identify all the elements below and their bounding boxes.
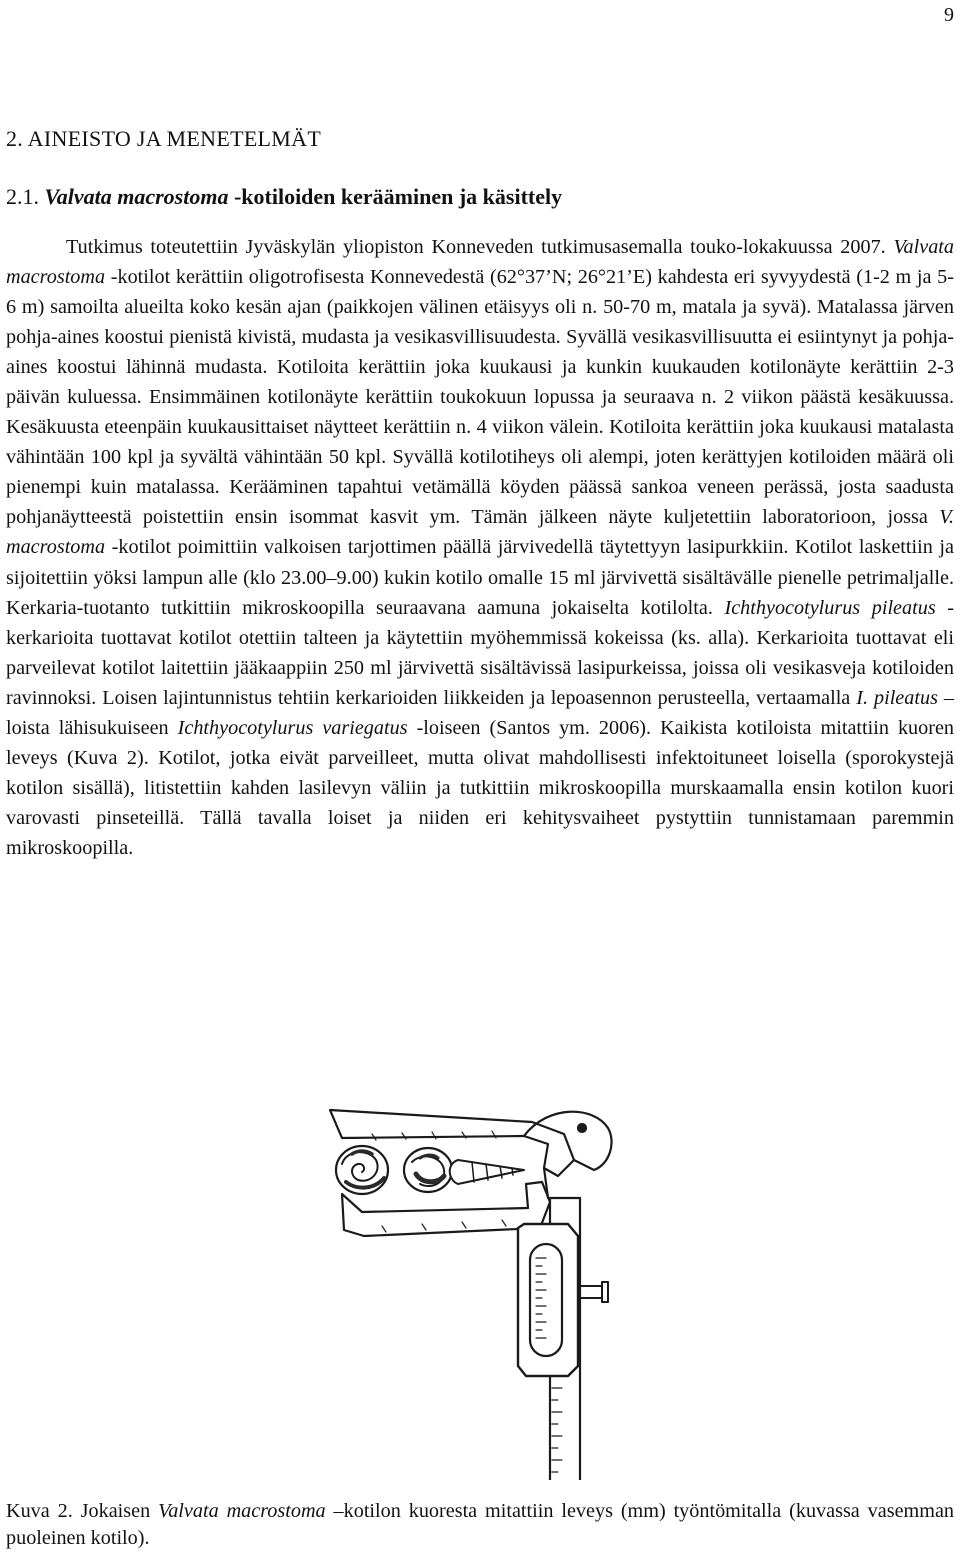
subsection-number: 2.1. — [6, 184, 39, 209]
species-name: Ichthyocotylurus pileatus — [724, 596, 936, 619]
subsection-species: Valvata macrostoma — [44, 184, 229, 209]
caliper-with-snail-drawing-icon — [312, 1098, 642, 1480]
caption-text: –kotilon kuoresta mitattiin leveys (mm) työntömitalla (kuvassa vasemman puoleinen kotilo). — [6, 1500, 955, 1549]
paragraph-text: Tutkimus toteutettiin Jyväskylän yliopiston Konneveden tutkimusasemalla touko-lokakuussa 2007. — [66, 236, 894, 258]
subsection-heading — [6, 184, 562, 210]
caption-text: Kuva 2. Jokaisen — [6, 1500, 159, 1522]
page-number: 9 — [944, 4, 954, 26]
species-name: Ichthyocotylurus variegatus — [177, 716, 408, 739]
paragraph-text: -loiseen (Santos ym. 2006). Kaikista kotiloista mitattiin kuoren leveys (Kuva 2). Kotilot, jotka eivät parveilleet, mutta olivat mahdollisesti infektoituneet loisella (sporokystejä kotilon sisällä), litistettiin kahden lasilevyn väliin ja tutkittiin mikroskoopilla murskaamalla ensin kotilon kuori varovasti pinseteillä. Tällä tavalla loiset ja niiden eri kehitysvaiheet pystyttiin tunnistamaan paremmin mikroskoopilla. — [6, 716, 955, 859]
body-paragraph — [6, 232, 954, 863]
subsection-title: -kotiloiden kerääminen ja käsittely — [228, 184, 563, 209]
caliper-figure — [312, 1098, 642, 1480]
section-heading: 2. AINEISTO JA MENETELMÄT — [6, 126, 322, 151]
caption-species: Valvata macrostoma — [158, 1500, 326, 1522]
species-name: V. macrostoma — [6, 506, 954, 559]
species-name: I. pileatus — [856, 686, 938, 709]
paragraph-text: -kerkarioita tuottavat kotilot otettiin talteen ja käytettiin myöhemmissä kokeissa (ks. alla). Kerkarioita tuottavat eli parveilevat kotilot laitettiin jääkaappiin 250 ml järvivettä sisältävissä lasipurkeissa, joissa oli vesikasveja kotiloiden ravinnoksi. Loisen lajintunnistus tehtiin kerkarioiden liikkeiden ja lepoasennon perusteella, vertaamalla — [6, 596, 954, 709]
species-name: Valvata macrostoma — [6, 236, 954, 289]
paragraph-text: -kotilot poimittiin valkoisen tarjottimen päällä järvivedellä täytettyyn lasipurkkiin. Kotilot laskettiin ja sijoitettiin yöksi lampun alle (klo 23.00–9.00) kukin kotilo omalle 15 ml järvivettä sisältävälle pienelle petrimaljalle. Kerkaria-tuotanto tutkittiin mikroskoopilla seuraavana aamuna jokaiselta kotilolta. — [6, 536, 954, 619]
paragraph-text: -kotilot kerättiin oligotrofisesta Konnevedestä (62°37’N; 26°21’E) kahdesta eri syvyydestä (1-2 m ja 5-6 m) samoilta alueilta koko kesän ajan (paikkojen välinen etäisyys oli n. 50-70 m, matala ja syvä). Matalassa järven pohja-aines koostui pienistä kivistä, mudasta ja vesikasvillisuudesta. Syvällä vesikasvillisuutta ei esiintynyt ja pohja-aines koostui lähinnä mudasta. Kotiloita kerättiin joka kuukausi ja kunkin kuukauden kotilonäyte kerättiin 2-3 päivän kuluessa. Ensimmäinen kotilonäyte kerättiin toukokuun lopussa ja seuraava n. 2 viikon päästä kesäkuussa. Kesäkuusta eteenpäin kuukausittaiset näytteet kerättiin n. 4 viikon välein. Kotiloita kerättiin joka kuukausi matalasta vähintään 100 kpl ja syvältä vähintään 50 kpl. Syvällä kotilotiheys oli alempi, joten kerättyjen kotiloiden määrä oli pienempi kuin matalassa. Kerääminen tapahtui vetämällä köyden päässä sankoa veneen perässä, josta saadusta pohjanäytteestä poistettiin ensin isommat kasvit ym. Tämän jälkeen näyte kuljetettiin laboratorioon, jossa — [6, 266, 954, 529]
figure-caption — [6, 1498, 954, 1552]
paragraph-text: –loista lähisukuiseen — [6, 686, 955, 739]
